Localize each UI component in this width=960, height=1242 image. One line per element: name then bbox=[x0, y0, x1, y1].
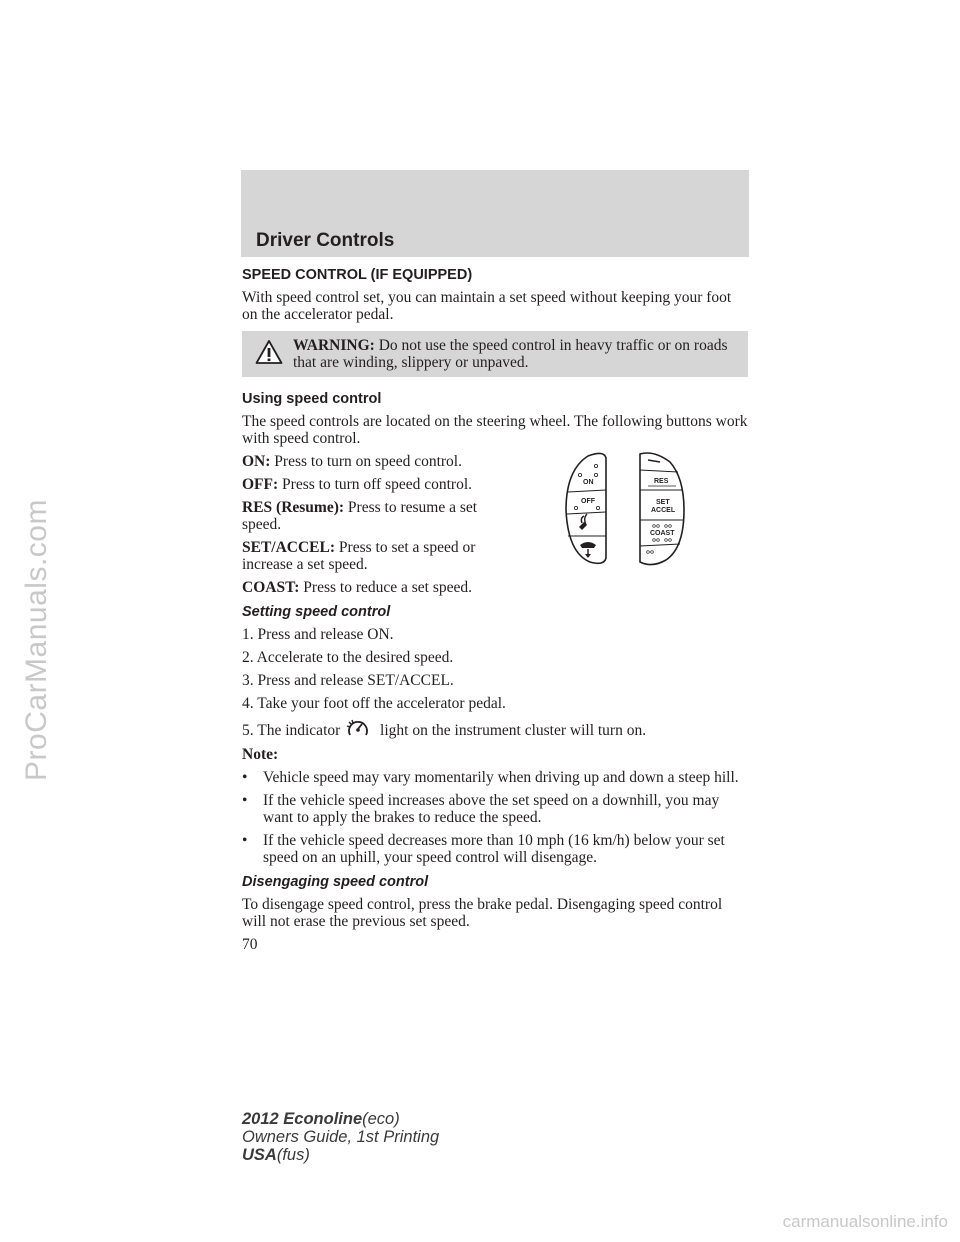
def-off bbox=[242, 476, 512, 493]
steering-wheel-switches-illustration bbox=[560, 448, 690, 573]
setting-step-2: 2. Accelerate to the desired speed. bbox=[242, 649, 454, 666]
def-term: COAST: bbox=[242, 579, 300, 596]
note-label-text: Note: bbox=[242, 746, 279, 763]
def-desc: Press to set a speed or increase a set speed. bbox=[242, 539, 476, 573]
side-watermark bbox=[2, 300, 72, 980]
def-term: RES (Resume): bbox=[242, 499, 345, 516]
note-bullet-3 bbox=[242, 832, 748, 866]
bullet-marker: • bbox=[242, 832, 248, 849]
def-term: SET/ACCEL: bbox=[242, 539, 336, 556]
disengaging-text: To disengage speed control, press the brake pedal. Disengaging speed control will not erase the previous set speed. bbox=[242, 896, 723, 930]
def-set-accel bbox=[242, 539, 512, 573]
def-term: ON: bbox=[242, 453, 271, 470]
bullet-text: If the vehicle speed decreases more than 10 mph (16 km/h) below your set speed on an uphill, your speed control will disengage. bbox=[263, 832, 725, 866]
def-on bbox=[242, 453, 512, 470]
note-bullet-1 bbox=[242, 769, 748, 786]
fig-label-accel: ACCEL bbox=[651, 507, 676, 514]
using-heading: Using speed control bbox=[242, 391, 382, 407]
setting-heading: Setting speed control bbox=[242, 604, 391, 620]
def-desc: Press to reduce a set speed. bbox=[303, 579, 473, 596]
speed-control-intro: With speed control set, you can maintain a set speed without keeping your foot on the accelerator pedal. bbox=[242, 289, 732, 323]
section-title: Driver Controls bbox=[256, 230, 395, 251]
button-definitions bbox=[242, 453, 748, 596]
def-res bbox=[242, 499, 512, 533]
page-content bbox=[242, 267, 748, 959]
def-desc: Press to turn off speed control. bbox=[282, 476, 473, 493]
def-desc: Press to resume a set speed. bbox=[242, 499, 478, 533]
setting-step-4: 4. Take your foot off the accelerator pedal. bbox=[242, 695, 506, 712]
page-number: 70 bbox=[242, 936, 258, 953]
fig-label-coast: COAST bbox=[650, 530, 675, 537]
note-bullet-2 bbox=[242, 792, 748, 826]
footer-market: USA bbox=[242, 1146, 277, 1164]
fig-label-off: OFF bbox=[581, 498, 595, 505]
footer-line-1 bbox=[242, 1110, 439, 1128]
def-coast bbox=[242, 579, 512, 596]
section-header bbox=[241, 170, 749, 257]
footer-model: 2012 Econoline bbox=[242, 1110, 363, 1128]
step5-after: light on the instrument cluster will turn on. bbox=[380, 722, 647, 739]
setting-step-5 bbox=[242, 718, 748, 740]
bottom-watermark: carmanualsonline.info bbox=[782, 1212, 948, 1231]
def-desc: Press to turn on speed control. bbox=[274, 453, 462, 470]
warning-label: WARNING: bbox=[293, 337, 375, 354]
fig-label-on: ON bbox=[583, 479, 594, 486]
warning-box bbox=[242, 331, 748, 377]
step5-before: 5. The indicator bbox=[242, 722, 341, 739]
bullet-text: Vehicle speed may vary momentarily when driving up and down a steep hill. bbox=[263, 769, 739, 786]
fig-label-res: RES bbox=[654, 478, 669, 485]
footer-market-code: (fus) bbox=[276, 1146, 310, 1164]
setting-step-1: 1. Press and release ON. bbox=[242, 626, 394, 643]
warning-body: Do not use the speed control in heavy traffic or on roads that are winding, slippery or unpaved. bbox=[293, 337, 728, 371]
using-intro: The speed controls are located on the steering wheel. The following buttons work with speed control. bbox=[242, 413, 748, 447]
speed-control-indicator-icon bbox=[346, 718, 370, 740]
warning-text bbox=[293, 337, 736, 371]
document-footer bbox=[242, 1110, 439, 1164]
note-label bbox=[242, 746, 748, 763]
def-term: OFF: bbox=[242, 476, 279, 493]
bullet-text: If the vehicle speed increases above the set speed on a downhill, you may want to apply the brakes to reduce the speed. bbox=[263, 792, 720, 826]
side-watermark-text: ProCarManuals.com bbox=[20, 499, 53, 781]
warning-triangle-icon bbox=[255, 339, 283, 365]
footer-line-2: Owners Guide, 1st Printing bbox=[242, 1128, 440, 1146]
bullet-marker: • bbox=[242, 769, 248, 786]
footer-model-code: (eco) bbox=[362, 1110, 400, 1128]
fig-label-set: SET bbox=[656, 499, 670, 506]
bullet-marker: • bbox=[242, 792, 248, 809]
setting-step-3: 3. Press and release SET/ACCEL. bbox=[242, 672, 454, 689]
footer-line-3 bbox=[242, 1146, 439, 1164]
disengaging-heading: Disengaging speed control bbox=[242, 874, 429, 890]
speed-control-heading: SPEED CONTROL (IF EQUIPPED) bbox=[242, 267, 473, 283]
